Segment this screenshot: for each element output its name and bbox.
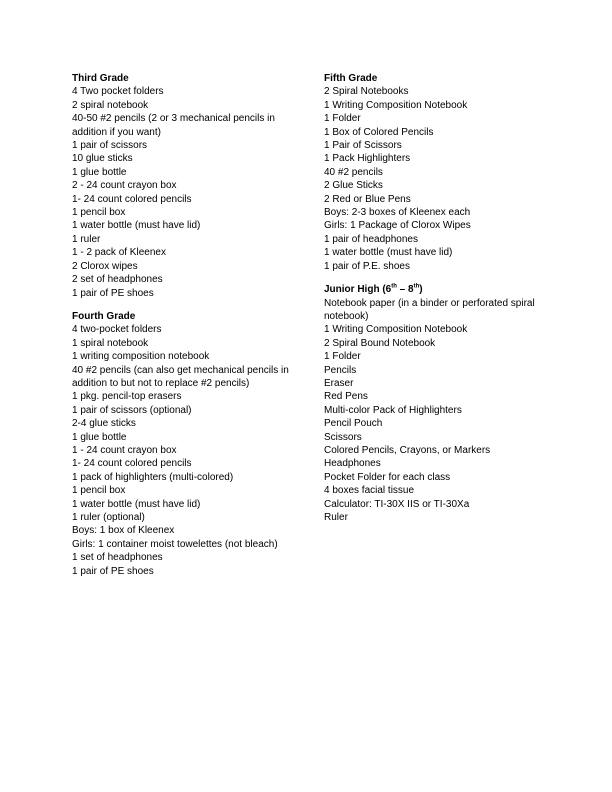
list-item: 1- 24 count colored pencils	[72, 193, 192, 205]
list-item: 2 Spiral Notebooks	[324, 86, 409, 98]
list-item: 1 glue bottle	[72, 166, 127, 178]
list-item: 1 water bottle (must have lid)	[72, 498, 201, 510]
left-column	[72, 72, 307, 588]
list-item: 1 Writing Composition Notebook	[324, 99, 468, 111]
list-item: Boys: 2-3 boxes of Kleenex each	[324, 207, 471, 219]
list-item: 1 pack of highlighters (multi-colored)	[72, 471, 234, 483]
list-item: Boys: 1 box of Kleenex	[72, 525, 175, 537]
list-item: Pencils	[324, 364, 357, 376]
list-item: 2 - 24 count crayon box	[72, 180, 177, 192]
list-item: Pencil Pouch	[324, 418, 383, 430]
list-item: Multi-color Pack of Highlighters	[324, 404, 462, 416]
list-item: Pocket Folder for each class	[324, 471, 451, 483]
list-item: 1 glue bottle	[72, 431, 127, 443]
list-item: 1 pair of PE shoes	[72, 565, 154, 577]
list-item: 1 Folder	[324, 351, 361, 363]
list-item: Eraser	[324, 377, 354, 389]
fourth-grade-heading: Fourth Grade	[72, 310, 136, 322]
list-item: 1 spiral notebook	[72, 337, 149, 349]
list-item: 1 pkg. pencil-top erasers	[72, 391, 182, 403]
third-grade-list	[72, 85, 307, 300]
fifth-grade-section	[324, 72, 559, 273]
list-item: Girls: 1 Package of Clorox Wipes	[324, 220, 471, 232]
list-item: 1 Folder	[324, 113, 361, 125]
list-item: 10 glue sticks	[72, 153, 133, 165]
list-item: Scissors	[324, 431, 362, 443]
list-item: 2 Glue Sticks	[324, 180, 383, 192]
list-item: 1 pair of scissors	[72, 140, 148, 152]
list-item: 1 set of headphones	[72, 552, 163, 564]
list-item: 2-4 glue sticks	[72, 418, 136, 430]
list-item: 1 pair of PE shoes	[72, 287, 154, 299]
fourth-grade-section	[72, 310, 307, 578]
list-item: 1 ruler	[72, 233, 101, 245]
junior-high-section	[324, 283, 559, 524]
list-item: Calculator: TI-30X IIS or TI-30Xa	[324, 498, 470, 510]
junior-high-heading-sup-2: th	[413, 283, 420, 290]
list-item: Headphones	[324, 458, 381, 470]
list-item: 1 pencil box	[72, 207, 126, 219]
list-item: 1 Box of Colored Pencils	[324, 126, 434, 138]
list-item: 4 boxes facial tissue	[324, 485, 415, 497]
list-item: 1 Pack Highlighters	[324, 153, 411, 165]
list-item: 1 water bottle (must have lid)	[324, 247, 453, 259]
list-item: 4 Two pocket folders	[72, 86, 164, 98]
list-item: 1 pair of scissors (optional)	[72, 404, 192, 416]
third-grade-section	[72, 72, 307, 300]
fifth-grade-list	[324, 85, 559, 273]
junior-high-heading-mid: – 8	[396, 284, 414, 296]
list-item: 1 water bottle (must have lid)	[72, 220, 201, 232]
list-item: 1 pencil box	[72, 485, 126, 497]
junior-high-heading-prefix: Junior High (6	[324, 284, 392, 296]
list-item: 40 #2 pencils (can also get mechanical pencils in addition to but not to replace #2 pencils)	[72, 364, 289, 389]
list-item: 1 - 24 count crayon box	[72, 444, 177, 456]
right-column	[324, 72, 559, 534]
list-item: 2 spiral notebook	[72, 99, 149, 111]
junior-high-list	[324, 297, 559, 525]
list-item: 2 set of headphones	[72, 274, 163, 286]
list-item: 1 Pair of Scissors	[324, 140, 402, 152]
junior-high-heading	[324, 283, 559, 296]
list-item: Red Pens	[324, 391, 368, 403]
list-item: 40 #2 pencils	[324, 166, 383, 178]
list-item: 1 - 2 pack of Kleenex	[72, 247, 166, 259]
list-item: Notebook paper (in a binder or perforated spiral notebook)	[324, 297, 535, 322]
list-item: Girls: 1 container moist towelettes (not bleach)	[72, 538, 278, 550]
third-grade-heading: Third Grade	[72, 73, 129, 84]
list-item: 40-50 #2 pencils (2 or 3 mechanical pencils in addition if you want)	[72, 113, 275, 138]
list-item: 2 Spiral Bound Notebook	[324, 337, 436, 349]
list-item: 1 writing composition notebook	[72, 351, 210, 363]
junior-high-heading-suffix: )	[419, 284, 423, 296]
list-item: 2 Red or Blue Pens	[324, 193, 411, 205]
list-item: 4 two-pocket folders	[72, 324, 162, 336]
list-item: 1 pair of headphones	[324, 233, 418, 245]
fourth-grade-list	[72, 323, 307, 578]
junior-high-heading-sup-1: th	[391, 283, 397, 290]
list-item: Colored Pencils, Crayons, or Markers	[324, 444, 491, 456]
fifth-grade-heading: Fifth Grade	[324, 73, 378, 84]
list-item: 1- 24 count colored pencils	[72, 458, 192, 470]
list-item: 1 Writing Composition Notebook	[324, 324, 468, 336]
list-item: 2 Clorox wipes	[72, 260, 138, 272]
list-item: 1 pair of P.E. shoes	[324, 260, 410, 272]
list-item: 1 ruler (optional)	[72, 512, 145, 523]
list-item: Ruler	[324, 512, 348, 523]
